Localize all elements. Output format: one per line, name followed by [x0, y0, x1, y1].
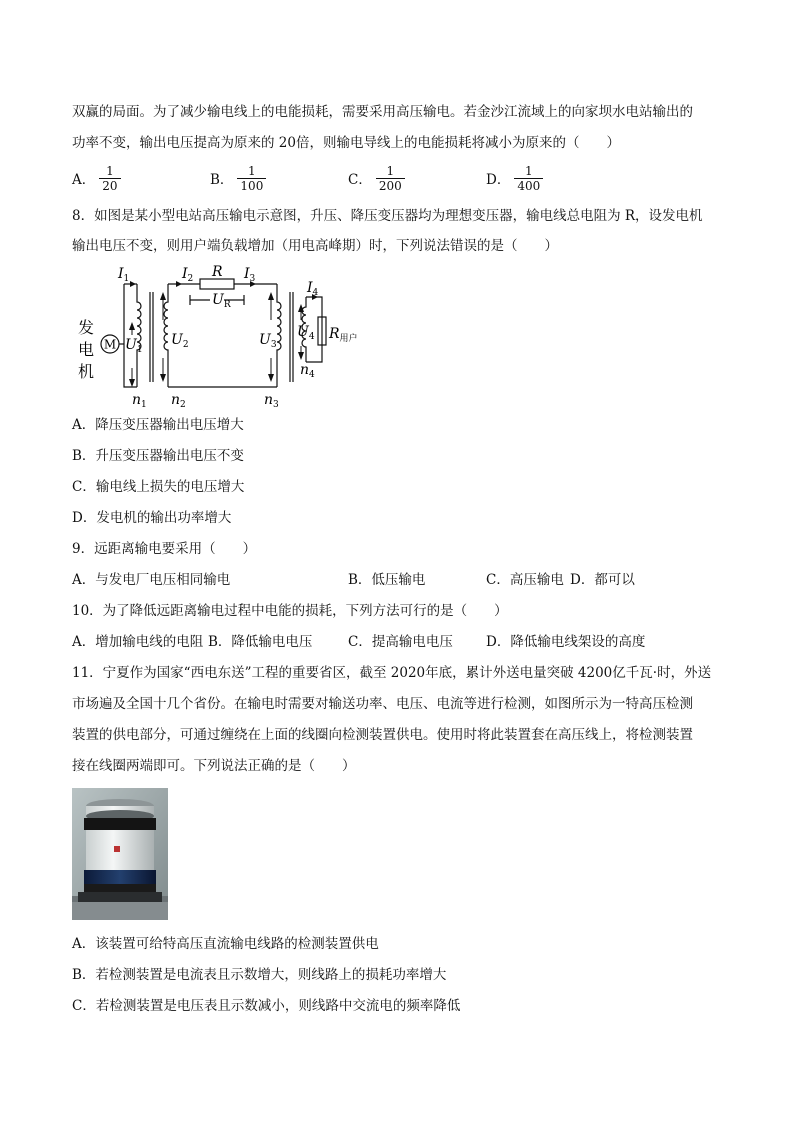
svg-text:n1: $n_1$ — [132, 392, 147, 410]
generator-label-1: 发 — [78, 318, 95, 337]
q8-stem-line-1: 8．如图是某小型电站高压输电示意图，升压、降压变压器均为理想变压器，输电线总电阻为 R，设发电机 — [72, 208, 703, 224]
generator-label-3: 机 — [78, 362, 95, 381]
q8-option-b[interactable]: B．升压变压器输出电压不变 — [72, 448, 244, 464]
option-letter: C． — [348, 172, 372, 188]
svg-text:I2: $I_2$ — [182, 266, 194, 284]
numerator: 1 — [106, 164, 114, 178]
q7-stem-line-2: 功率不变，输出电压提高为原来的 20倍，则输电导线上的电能损耗将减小为原来的（ ） — [72, 135, 620, 151]
q9-option-c[interactable]: C．高压输电 — [486, 572, 564, 588]
svg-text:n3: $n_3$ — [264, 392, 279, 410]
q9-options — [72, 570, 672, 590]
q8-option-a[interactable]: A．降压变压器输出电压增大 — [72, 417, 244, 433]
fraction — [237, 164, 266, 193]
svg-text:I1: $I_1$ — [118, 266, 130, 284]
q10-option-d[interactable]: D．降低输电线架设的高度 — [486, 634, 646, 650]
numerator: 1 — [386, 164, 395, 178]
svg-text:U4: $U_4$ — [297, 324, 315, 342]
fraction — [514, 164, 543, 193]
q10-stem: 10．为了降低远距离输电过程中电能的损耗，下列方法可行的是（ ） — [72, 603, 508, 619]
q7-option-b[interactable] — [210, 166, 266, 195]
svg-text:I3: $I_3$ — [244, 266, 256, 284]
q9-option-d[interactable]: D．都可以 — [570, 572, 635, 588]
q11-option-b[interactable]: B．若检测装置是电流表且示数增大，则线路上的损耗功率增大 — [72, 967, 447, 983]
option-letter: D． — [486, 172, 511, 188]
svg-text:U2: $U_2$ — [171, 332, 189, 350]
denominator: 100 — [237, 178, 266, 193]
q7-option-c[interactable] — [348, 166, 405, 195]
svg-text:n4: $n_4$ — [300, 362, 315, 380]
svg-text:U3: $U_3$ — [259, 332, 277, 350]
svg-text:R用户: $R_{用户}$ — [329, 326, 358, 344]
motor-label: M — [103, 337, 117, 352]
q10-options — [72, 632, 722, 652]
q10-option-c[interactable]: C．提高输电电压 — [348, 634, 453, 650]
q10-option-a[interactable]: A．增加输电线的电阻 — [72, 634, 204, 650]
fraction — [376, 164, 405, 193]
denominator: 400 — [514, 178, 543, 193]
q11-stem-line-3: 装置的供电部分，可通过缠绕在上面的线圈向检测装置供电。使用时将此装置套在高压线上，将检测装置 — [72, 727, 693, 743]
transmission-circuit-diagram — [72, 262, 372, 412]
q11-stem-line-4: 接在线圈两端即可。下列说法正确的是（ ） — [72, 758, 356, 774]
numerator: 1 — [524, 164, 533, 178]
q11-option-a[interactable]: A．该装置可给特高压直流输电线路的检测装置供电 — [72, 936, 379, 952]
q9-option-a[interactable]: A．与发电厂电压相同输电 — [72, 572, 231, 588]
q8-option-d[interactable]: D．发电机的输出功率增大 — [72, 510, 232, 526]
q11-option-c[interactable]: C．若检测装置是电压表且示数减小，则线路中交流电的频率降低 — [72, 998, 461, 1014]
q7-option-d[interactable] — [486, 166, 543, 195]
svg-text:U1: $U_1$ — [125, 337, 143, 355]
svg-text:I4: $I_4$ — [307, 280, 319, 298]
q10-option-b[interactable]: B．降低输电电压 — [208, 634, 313, 650]
denominator: 20 — [99, 178, 120, 193]
q7-options — [72, 166, 592, 200]
option-letter: A． — [72, 172, 96, 188]
detection-device-photo — [72, 788, 168, 920]
q9-option-b[interactable]: B．低压输电 — [348, 572, 426, 588]
numerator: 1 — [248, 164, 256, 178]
svg-text:UR: $U_R$ — [212, 292, 231, 310]
q7-stem-line-1: 双赢的局面。为了减少输电线上的电能损耗，需要采用高压输电。若金沙江流域上的向家坝水电站输出的 — [72, 104, 693, 120]
q9-stem: 9．远距离输电要采用（ ） — [72, 541, 257, 557]
q11-stem-line-1: 11．宁夏作为国家“西电东送”工程的重要省区，截至 2020年底，累计外送电量突破 4200亿千瓦·时，外送 — [72, 665, 712, 681]
option-letter: B． — [210, 172, 234, 188]
denominator: 200 — [376, 178, 405, 193]
q11-stem-line-2: 市场遍及全国十几个省份。在输电时需要对输送功率、电压、电流等进行检测，如图所示为一特高压检测 — [72, 696, 693, 712]
q7-option-a[interactable] — [72, 166, 121, 195]
fraction — [99, 164, 120, 193]
svg-text:R: R — [212, 264, 223, 280]
generator-label-2: 电 — [78, 340, 95, 359]
q8-option-c[interactable]: C．输电线上损失的电压增大 — [72, 479, 245, 495]
svg-text:n2: $n_2$ — [171, 392, 186, 410]
q8-stem-line-2: 输出电压不变，则用户端负载增加（用电高峰期）时，下列说法错误的是（ ） — [72, 238, 558, 254]
